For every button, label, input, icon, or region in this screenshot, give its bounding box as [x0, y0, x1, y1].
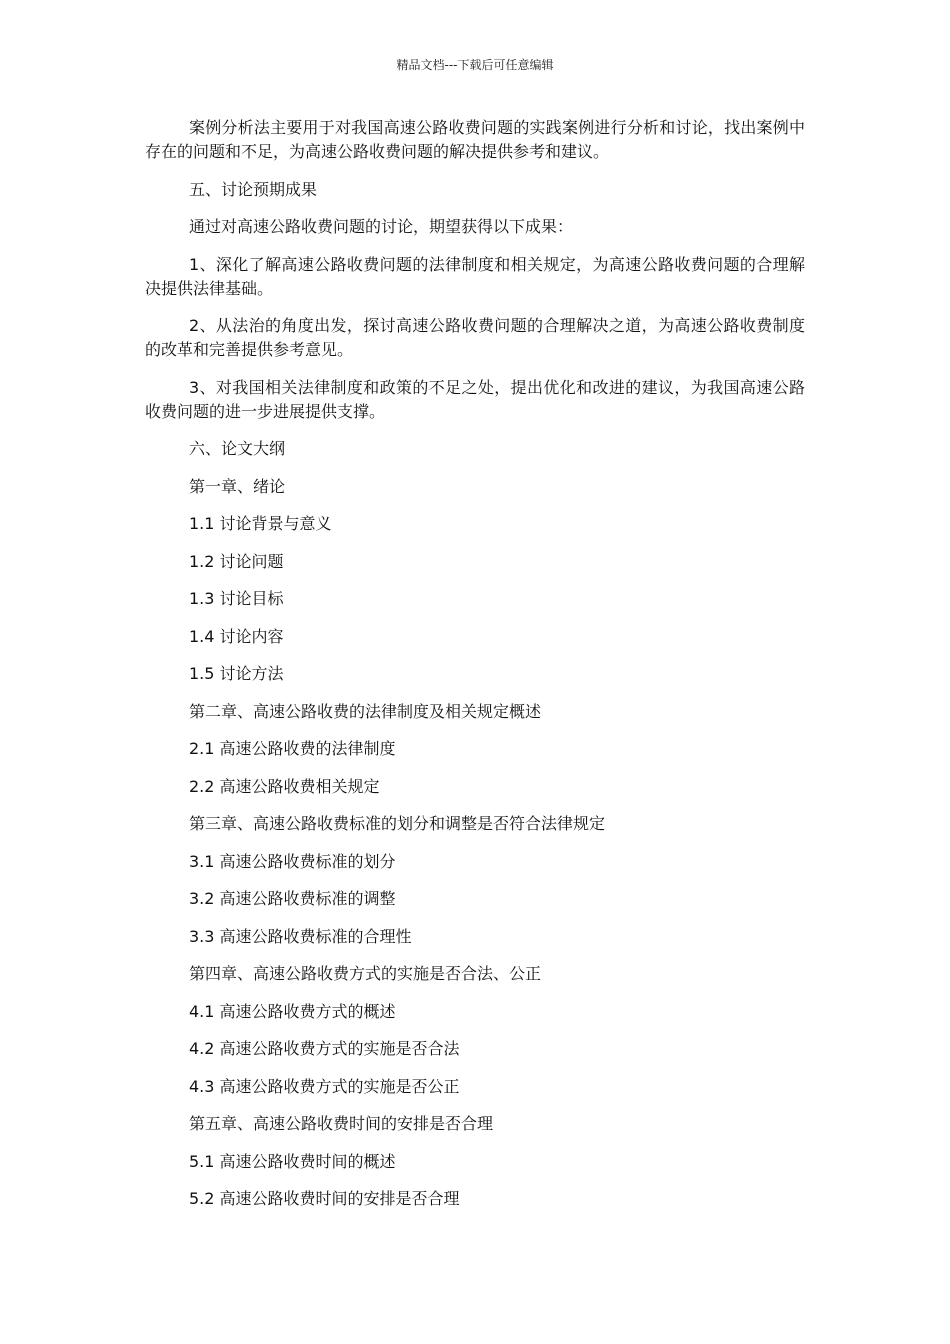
outline-item: 4.3 高速公路收费方式的实施是否公正 — [189, 1076, 460, 1096]
outline-item: 1.2 讨论问题 — [189, 551, 284, 571]
outline-chapter-4: 第四章、高速公路收费方式的实施是否合法、公正 — [189, 964, 542, 983]
outline-item: 4.1 高速公路收费方式的概述 — [189, 1001, 396, 1021]
page-header: 精品文档---下载后可任意编辑 — [396, 58, 554, 72]
section-heading-expected-results: 五、讨论预期成果 — [189, 179, 318, 199]
outline-item: 1.5 讨论方法 — [189, 664, 284, 683]
outline-item: 5.1 高速公路收费时间的概述 — [189, 1151, 396, 1171]
paragraph-result-3: 3、对我国相关法律制度和政策的不足之处，提出优化和改进的建议，为我国高速公路收费问题的进一步进展提供支撑。 — [145, 377, 805, 421]
paragraph-result-1: 1、深化了解高速公路收费问题的法律制度和相关规定，为高速公路收费问题的合理解决提供法律基础。 — [145, 254, 805, 298]
outline-item: 1.4 讨论内容 — [189, 626, 284, 646]
outline-item: 1.1 讨论背景与意义 — [189, 514, 332, 533]
outline-item: 3.2 高速公路收费标准的调整 — [189, 889, 396, 908]
outline-item: 3.1 高速公路收费标准的划分 — [189, 851, 396, 871]
outline-item: 2.1 高速公路收费的法律制度 — [189, 739, 396, 758]
document-body — [145, 116, 805, 1225]
outline-chapter-2: 第二章、高速公路收费的法律制度及相关规定概述 — [189, 701, 542, 721]
paragraph-results-intro: 通过对高速公路收费问题的讨论，期望获得以下成果： — [189, 217, 574, 236]
outline-item: 4.2 高速公路收费方式的实施是否合法 — [189, 1039, 460, 1058]
outline-chapter-1: 第一章、绪论 — [189, 476, 286, 496]
outline-item: 2.2 高速公路收费相关规定 — [189, 776, 380, 796]
section-heading-outline: 六、论文大纲 — [189, 439, 286, 458]
outline-item: 5.2 高速公路收费时间的安排是否合理 — [189, 1189, 460, 1208]
outline-item: 1.3 讨论目标 — [189, 589, 284, 608]
outline-item: 3.3 高速公路收费标准的合理性 — [189, 926, 412, 946]
outline-chapter-3: 第三章、高速公路收费标准的划分和调整是否符合法律规定 — [189, 814, 606, 833]
paragraph-case-analysis: 案例分析法主要用于对我国高速公路收费问题的实践案例进行分析和讨论，找出案例中存在的问题和不足，为高速公路收费问题的解决提供参考和建议。 — [145, 118, 805, 161]
paragraph-result-2: 2、从法治的角度出发，探讨高速公路收费问题的合理解决之道，为高速公路收费制度的改革和完善提供参考意见。 — [145, 316, 805, 359]
outline-chapter-5: 第五章、高速公路收费时间的安排是否合理 — [189, 1114, 494, 1133]
